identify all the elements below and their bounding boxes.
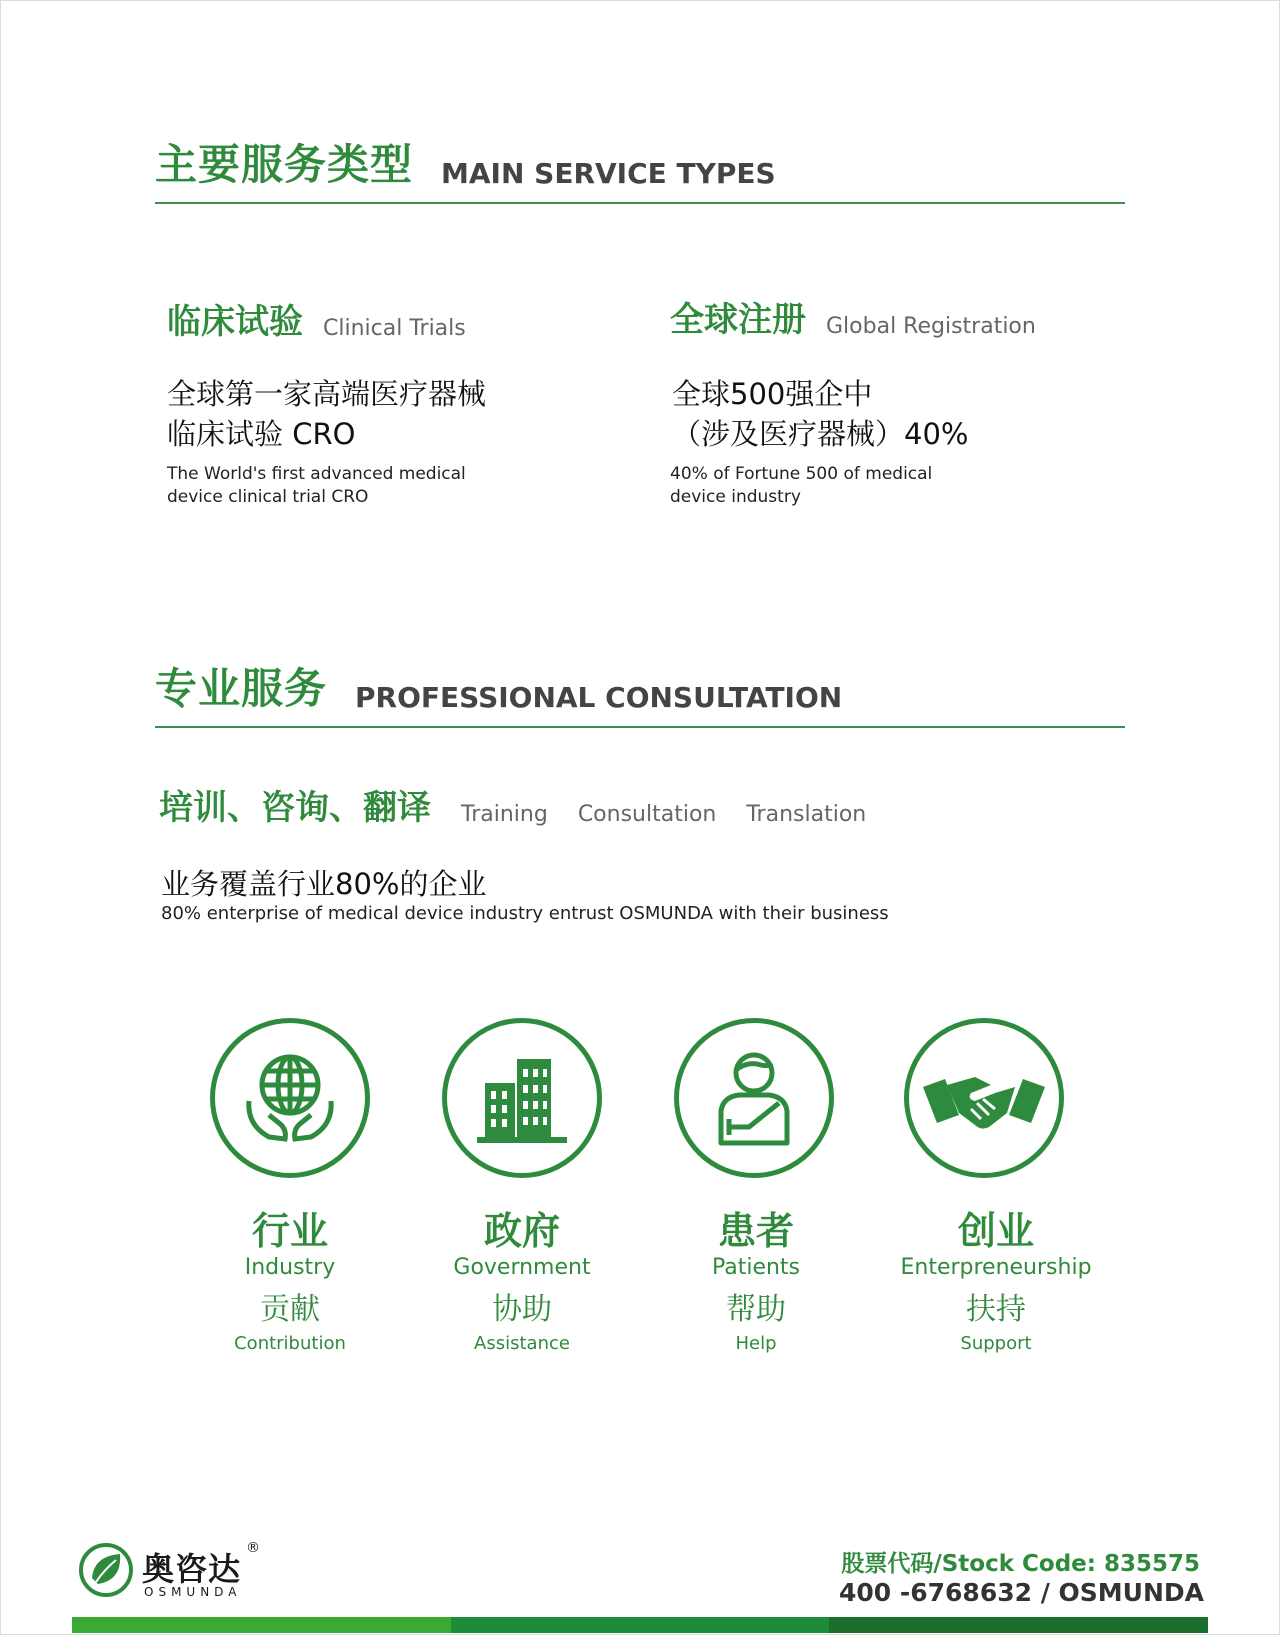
clinical-trials-sub2: device clinical trial CRO: [167, 487, 369, 507]
pillar-government-cn: 政府: [483, 1209, 560, 1253]
main-services-title-cn: 主要服务类型: [155, 140, 414, 189]
global-registration-sub2: device industry: [670, 487, 801, 507]
clinical-trials-description: [167, 374, 486, 454]
pillar-patients-cn: 患者: [717, 1209, 794, 1253]
pillar-entrepreneurship-en2: Support: [960, 1333, 1032, 1354]
pillar-entrepreneurship-cn: 创业: [957, 1209, 1034, 1253]
pillar-industry: [180, 1208, 400, 1356]
handshake-icon: [904, 1018, 1064, 1178]
footer-bar-segment-2: [451, 1617, 830, 1633]
pillar-patients: [646, 1208, 866, 1356]
pillar-industry-en: Industry: [244, 1255, 336, 1280]
global-registration-sub1: 40% of Fortune 500 of medical: [670, 464, 933, 484]
footer-bar-segment-3: [829, 1617, 1208, 1633]
pillar-government-cn2: 协助: [492, 1292, 552, 1327]
global-registration-title-en: Global Registration: [826, 314, 1036, 339]
logo-name-cn: 奥咨达: [142, 1550, 242, 1588]
pillar-government-en2: Assistance: [474, 1333, 570, 1354]
footer-bar-segment-1: [72, 1617, 451, 1633]
globe-hands-icon: [210, 1018, 370, 1178]
professional-title-en: PROFESSIONAL CONSULTATION: [355, 681, 843, 714]
global-registration-subtext: [670, 463, 932, 509]
pillar-industry-cn2: 贡献: [260, 1292, 320, 1327]
pillar-patients-en: Patients: [711, 1255, 801, 1280]
phone-contact: 400 -6768632 / OSMUNDA: [838, 1578, 1204, 1607]
stock-code: 股票代码/Stock Code: 835575: [841, 1551, 1200, 1577]
professional-subtitle-en-consultation: Consultation: [577, 802, 717, 827]
professional-line1: 业务覆盖行业80%的企业: [161, 867, 487, 901]
pillar-entrepreneurship-cn2: 扶持: [966, 1292, 1026, 1327]
professional-line2: 80% enterprise of medical device industry entrust OSMUNDA with their business: [161, 903, 889, 924]
pillar-entrepreneurship: [876, 1208, 1116, 1356]
global-registration-line2: （涉及医疗器械）40%: [672, 417, 969, 451]
clinical-trials-subtext: [167, 463, 466, 509]
logo-name-en: OSMUNDA: [144, 1585, 242, 1599]
pillar-patients-en2: Help: [735, 1333, 777, 1354]
buildings-icon: [442, 1018, 602, 1178]
pillar-entrepreneurship-en: Enterpreneurship: [900, 1255, 1092, 1280]
pillar-government: [412, 1208, 632, 1356]
patient-icon: [674, 1018, 834, 1178]
global-registration-title-cn: 全球注册: [670, 300, 806, 340]
global-registration-title: [670, 292, 1036, 341]
clinical-trials-title-en: Clinical Trials: [323, 316, 466, 341]
clinical-trials-title: [167, 294, 466, 343]
main-services-title-en: MAIN SERVICE TYPES: [441, 157, 776, 190]
pillar-government-en: Government: [453, 1255, 591, 1280]
professional-title-cn: 专业服务: [155, 664, 328, 713]
pillar-industry-cn: 行业: [251, 1209, 328, 1253]
logo-registered-mark: ®: [246, 1540, 260, 1556]
clinical-trials-sub1: The World's first advanced medical: [167, 464, 466, 484]
osmunda-leaf-logo-icon: [78, 1542, 134, 1598]
clinical-trials-line1: 全球第一家高端医疗器械: [167, 377, 487, 411]
professional-subtitle: [159, 780, 866, 829]
global-registration-description: [672, 374, 968, 454]
footer-color-bar: [72, 1617, 1208, 1633]
pillar-industry-en2: Contribution: [234, 1333, 346, 1354]
professional-subtitle-cn: 培训、咨询、翻译: [159, 788, 431, 828]
global-registration-line1: 全球500强企中: [672, 377, 873, 411]
clinical-trials-title-cn: 临床试验: [167, 302, 303, 342]
professional-header: [155, 656, 1125, 728]
professional-subtitle-en-training: Training: [461, 802, 548, 827]
pillar-patients-cn2: 帮助: [726, 1292, 786, 1327]
clinical-trials-line2: 临床试验 CRO: [167, 417, 356, 451]
main-services-header: [155, 132, 1125, 204]
professional-subtitle-en-translation: Translation: [746, 802, 867, 827]
